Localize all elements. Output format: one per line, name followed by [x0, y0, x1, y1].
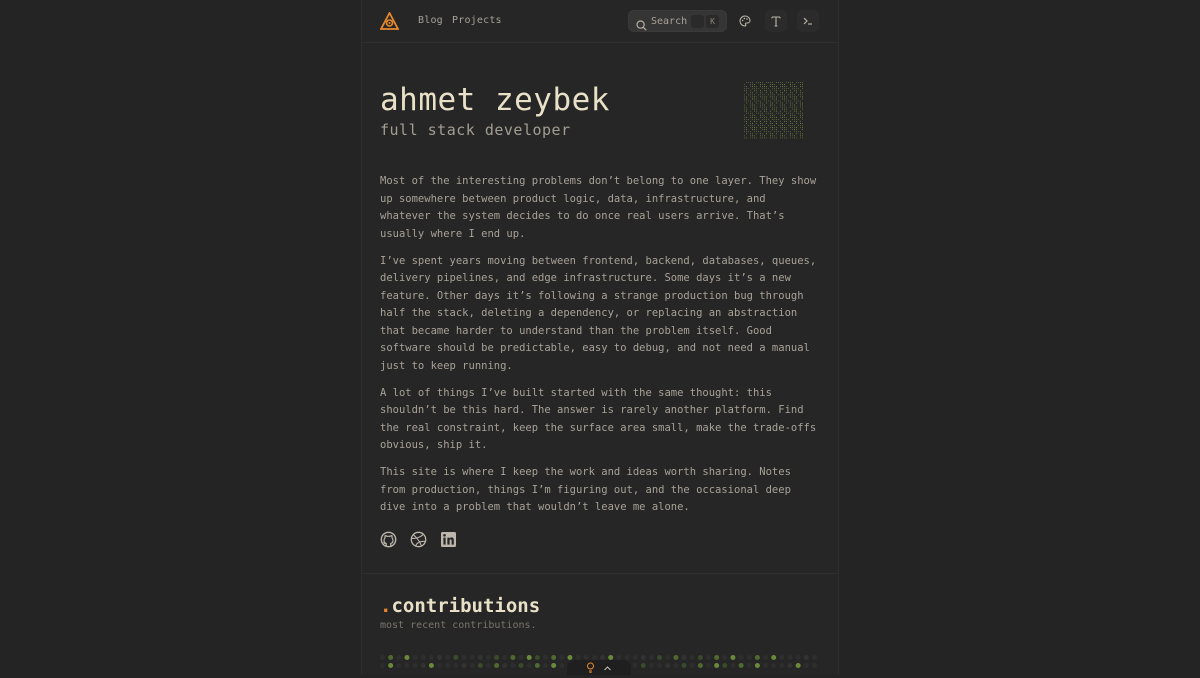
contribution-cell — [633, 655, 638, 660]
contribution-cell — [755, 655, 760, 660]
contribution-cell — [453, 655, 458, 660]
bio-paragraph-2: I’ve spent years moving between frontend, backend, databases, queues, delivery pipelines, and edge infrastructure. Some days it’s a new feature. Other days it’s following a strange production bug through half the stack, deleting a dependency, or replacing an abstraction that became harder to understand than the problem itself. Good software should be predictable, easy to debug, and not need a manual just to keep running. — [380, 254, 817, 372]
linkedin-icon[interactable] — [440, 531, 457, 548]
contributions-heading-dot: . — [380, 595, 392, 617]
contributions-subtitle: most recent contributions. — [380, 620, 537, 631]
contribution-cell — [494, 655, 499, 660]
contribution-cell — [722, 663, 727, 668]
contribution-cell — [502, 663, 507, 668]
contribution-cell — [567, 655, 572, 660]
contribution-cell — [486, 663, 491, 668]
bottom-toolbar — [567, 660, 631, 675]
contribution-cell — [445, 663, 450, 668]
contribution-cell — [559, 663, 564, 668]
contribution-cell — [559, 655, 564, 660]
contribution-cell — [519, 655, 524, 660]
nav-link-blog[interactable]: Blog — [418, 15, 443, 26]
search-label: Search — [651, 16, 688, 27]
chevron-up-icon[interactable] — [603, 658, 612, 677]
contribution-cell — [739, 663, 744, 668]
terminal-icon[interactable] — [797, 10, 819, 32]
shortcut-key: K — [706, 15, 719, 28]
contribution-cell — [478, 663, 483, 668]
contribution-cell — [796, 655, 801, 660]
contribution-cell — [649, 663, 654, 668]
main-column — [361, 0, 839, 675]
contribution-cell — [429, 663, 434, 668]
contribution-cell — [413, 655, 418, 660]
contribution-cell — [755, 663, 760, 668]
contribution-cell — [462, 655, 467, 660]
contribution-cell — [804, 655, 809, 660]
contribution-cell — [543, 663, 548, 668]
contribution-cell — [527, 655, 532, 660]
contribution-cell — [551, 663, 556, 668]
contribution-cell — [657, 655, 662, 660]
contribution-cell — [747, 663, 752, 668]
contribution-cell — [722, 655, 727, 660]
contribution-cell — [714, 655, 719, 660]
contribution-cell — [665, 655, 670, 660]
page-subtitle: full stack developer — [380, 121, 571, 139]
contribution-cell — [470, 663, 475, 668]
page-title: ahmet zeybek — [380, 82, 610, 118]
contribution-cell — [510, 663, 515, 668]
contribution-cell — [421, 663, 426, 668]
logo-icon[interactable] — [380, 12, 399, 30]
contribution-cell — [673, 655, 678, 660]
contribution-cell — [779, 663, 784, 668]
contribution-cell — [470, 655, 475, 660]
contribution-cell — [437, 663, 442, 668]
shortcut-modifier-key — [691, 15, 704, 28]
contribution-cell — [796, 663, 801, 668]
contribution-cell — [404, 663, 409, 668]
contribution-cell — [690, 663, 695, 668]
contribution-cell — [730, 655, 735, 660]
contribution-cell — [429, 655, 434, 660]
contribution-cell — [779, 655, 784, 660]
contribution-cell — [690, 655, 695, 660]
contribution-cell — [519, 663, 524, 668]
lightbulb-icon[interactable] — [586, 658, 595, 677]
bio-paragraph-1: Most of the interesting problems don’t belong to one layer. They show up somewhere between product logic, data, infrastructure, and whatever the system decides to do once real users arrive. That’s usually where I end up. — [380, 175, 817, 240]
contribution-cell — [771, 663, 776, 668]
palette-icon[interactable] — [734, 10, 756, 32]
contribution-cell — [421, 655, 426, 660]
contribution-cell — [396, 663, 401, 668]
contribution-cell — [665, 663, 670, 668]
contribution-cell — [714, 663, 719, 668]
search-icon — [636, 16, 647, 27]
contribution-cell — [641, 663, 646, 668]
contribution-cell — [437, 655, 442, 660]
contribution-cell — [380, 663, 385, 668]
contribution-cell — [730, 663, 735, 668]
contribution-cell — [388, 663, 393, 668]
contribution-cell — [445, 655, 450, 660]
contribution-cell — [673, 663, 678, 668]
contribution-cell — [682, 655, 687, 660]
contribution-cell — [388, 655, 393, 660]
contribution-cell — [543, 655, 548, 660]
contribution-cell — [812, 655, 817, 660]
contribution-cell — [380, 655, 385, 660]
contribution-cell — [706, 663, 711, 668]
contribution-cell — [804, 663, 809, 668]
contribution-cell — [502, 655, 507, 660]
contribution-cell — [527, 663, 532, 668]
search-button[interactable] — [628, 10, 727, 32]
contribution-cell — [641, 655, 646, 660]
bio-paragraph-4: This site is where I keep the work and ideas worth sharing. Notes from production, things I’m figuring out, and the occasional deep dive into a problem that wouldn’t leave me alone. — [380, 466, 791, 513]
contribution-cell — [404, 655, 409, 660]
contribution-cell — [706, 655, 711, 660]
contribution-cell — [747, 655, 752, 660]
bio-section — [380, 173, 820, 526]
contribution-cell — [462, 663, 467, 668]
contribution-cell — [682, 663, 687, 668]
contribution-cell — [739, 655, 744, 660]
contribution-cell — [771, 655, 776, 660]
contribution-cell — [698, 655, 703, 660]
contribution-cell — [633, 663, 638, 668]
contribution-cell — [494, 663, 499, 668]
contribution-cell — [413, 663, 418, 668]
github-icon[interactable] — [380, 531, 397, 548]
contribution-cell — [812, 663, 817, 668]
bio-paragraph-3: A lot of things I’ve built started with the same thought: this shouldn’t be this hard. The answer is rarely another platform. Find the real constraint, keep the surface area small, make the trade-offs obvious, ship it. — [380, 386, 817, 451]
contribution-cell — [510, 655, 515, 660]
contribution-cell — [535, 655, 540, 660]
contributions-heading — [380, 595, 540, 617]
contribution-cell — [453, 663, 458, 668]
section-divider — [362, 573, 838, 574]
contribution-cell — [788, 663, 793, 668]
contribution-cell — [763, 663, 768, 668]
contribution-cell — [698, 663, 703, 668]
contribution-cell — [551, 655, 556, 660]
top-nav — [362, 0, 838, 43]
contribution-cell — [625, 655, 630, 660]
contribution-cell — [657, 663, 662, 668]
contribution-cell — [763, 655, 768, 660]
font-icon[interactable] — [765, 10, 787, 32]
ascii-art-grid-icon — [744, 82, 804, 140]
contribution-cell — [535, 663, 540, 668]
contributions-heading-text: contributions — [391, 595, 541, 617]
contribution-cell — [788, 655, 793, 660]
contribution-cell — [486, 655, 491, 660]
nav-link-projects[interactable]: Projects — [452, 15, 502, 26]
contribution-cell — [478, 655, 483, 660]
dribbble-icon[interactable] — [410, 531, 427, 548]
contribution-cell — [396, 655, 401, 660]
contribution-cell — [649, 655, 654, 660]
